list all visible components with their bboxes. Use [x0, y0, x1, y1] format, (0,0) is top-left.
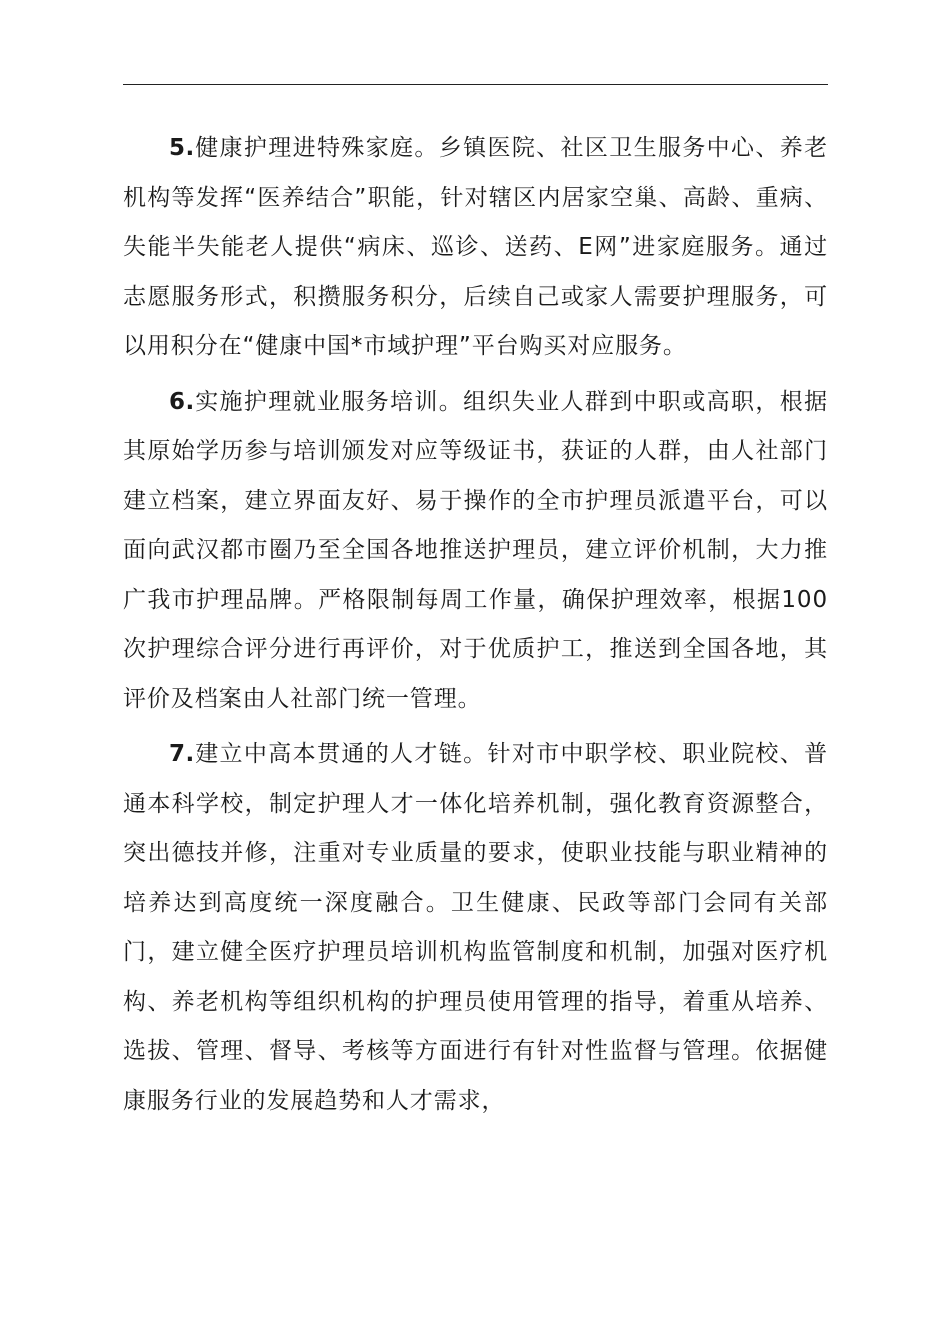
paragraph-text: 健康护理进特殊家庭。乡镇医院、社区卫生服务中心、养老机构等发挥“医养结合”职能，针对辖区内居家空巢、高龄、重病、失能半失能老人提供“病床、巡诊、送药、E网”进家庭服务。通过志愿服务形式，积攒服务积分，后续自己或家人需要护理服务，可以用积分在“健康中国*市域护理”平台购买对应服务。 [123, 135, 828, 359]
paragraph-text: 建立中高本贯通的人才链。针对市中职学校、职业院校、普通本科学校，制定护理人才一体化培养机制，强化教育资源整合，突出德技并修，注重对专业质量的要求，使职业技能与职业精神的培养达到高度统一深度融合。卫生健康、民政等部门会同有关部门，建立健全医疗护理员培训机构监管制度和机制，加强对医疗机构、养老机构等组织机构的护理员使用管理的指导，着重从培养、选拔、管理、督导、考核等方面进行有针对性监督与管理。依据健康服务行业的发展趋势和人才需求， [123, 741, 828, 1114]
paragraph-7 [123, 730, 828, 1126]
paragraph-6 [123, 378, 828, 725]
document-body [123, 124, 828, 1132]
paragraph-5 [123, 124, 828, 372]
paragraph-number: 6. [169, 388, 195, 415]
paragraph-number: 7. [169, 741, 195, 767]
header-rule [123, 84, 828, 85]
paragraph-number: 5. [169, 135, 195, 161]
paragraph-text: 实施护理就业服务培训。组织失业人群到中职或高职，根据其原始学历参与培训颁发对应等级证书，获证的人群，由人社部门建立档案，建立界面友好、易于操作的全市护理员派遣平台，可以面向武汉都市圈乃至全国各地推送护理员，建立评价机制，大力推广我市护理品牌。严格限制每周工作量，确保护理效率，根据100次护理综合评分进行再评价，对于优质护工，推送到全国各地，其评价及档案由人社部门统一管理。 [123, 388, 828, 712]
